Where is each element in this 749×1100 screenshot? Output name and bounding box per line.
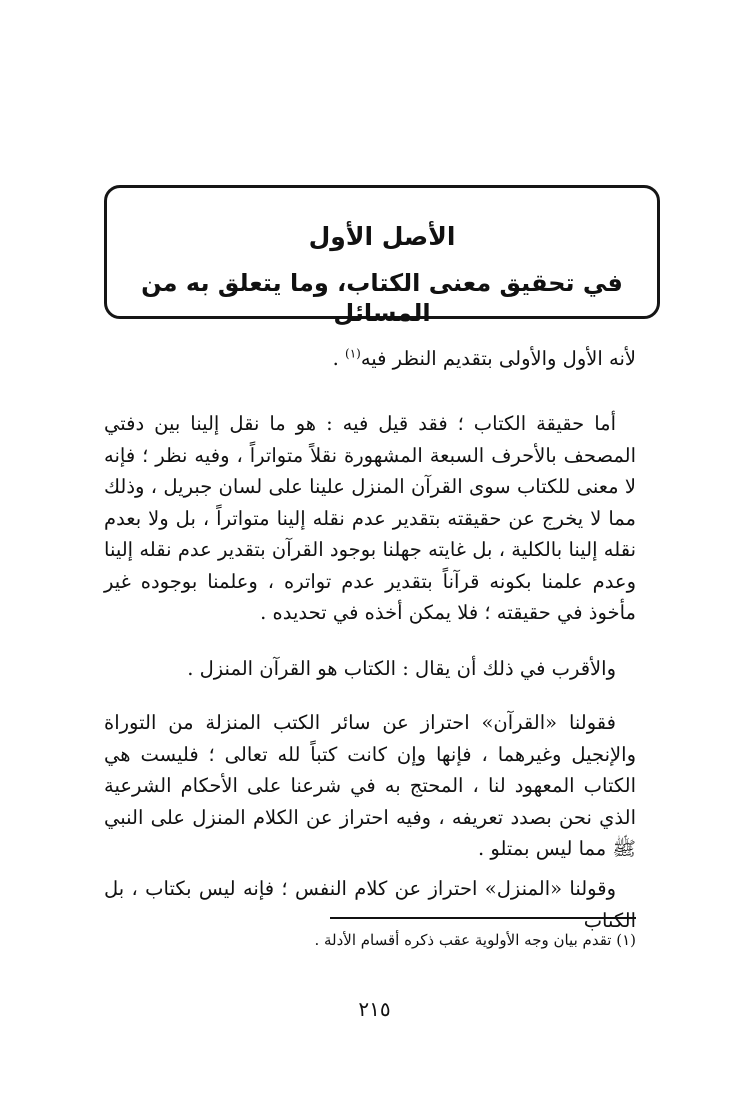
chapter-title: الأصل الأول (308, 222, 456, 251)
paragraph-quran-clause: فقولنا «القرآن» احتراز عن سائر الكتب المنزلة من التوراة والإنجيل وغيرهما ، فإنها وإن كانت كتباً لله تعالى ؛ فليست هي الكتاب المعهود لنا ، المحتج به في شرعنا على الأحكام الشرعية الذي نحن بصدد تعريفه ، وفيه احتراز عن الكلام المنزل على النبي ﷺ مما ليس بمتلو . (104, 711, 636, 860)
paragraph-revealed-clause: وقولنا «المنزل» احتراز عن كلام النفس ؛ فإنه ليس بكتاب ، بل الكتاب (104, 877, 636, 932)
paragraph-definition: أما حقيقة الكتاب ؛ فقد قيل فيه : هو ما نقل إلينا بين دفتي المصحف بالأحرف السبعة المشهورة نقلاً متواتراً ، وفيه نظر ؛ فإنه لا معنى للكتاب سوى القرآن المنزل علينا على لسان جبريل ، وذلك مما لا يخرج عن حقيقته بتقدير عدم نقله إلينا متواتراً ، بل ولا بعدم نقله إلينا بالكلية ، بل غايته جهلنا بوجود القرآن بتقدير عدم نقله إلينا وعدم علمنا بكونه قرآناً بتقدير عدم تواتره ، وعلمنا بوجوده غير مأخوذ في حقيقته ؛ فلا يمكن أخذه في تحديده . (104, 412, 636, 624)
intro-text: لأنه الأول والأولى بتقديم النظر فيه (360, 347, 636, 370)
paragraph-closest-definition: والأقرب في ذلك أن يقال : الكتاب هو القرآن المنزل . (187, 657, 616, 680)
footnote-divider (330, 917, 636, 919)
chapter-heading-box (104, 185, 660, 327)
footnote-reference[interactable]: (١) (345, 346, 361, 361)
page-number: ٢١٥ (358, 997, 391, 1021)
intro-line (104, 343, 636, 375)
intro-end: . (332, 347, 345, 370)
footnote: (١) تقدم بيان وجه الأولوية عقب ذكره أقسام الأدلة . (314, 931, 636, 949)
chapter-subtitle: في تحقيق معنى الكتاب، وما يتعلق به من المسائل (141, 269, 623, 327)
